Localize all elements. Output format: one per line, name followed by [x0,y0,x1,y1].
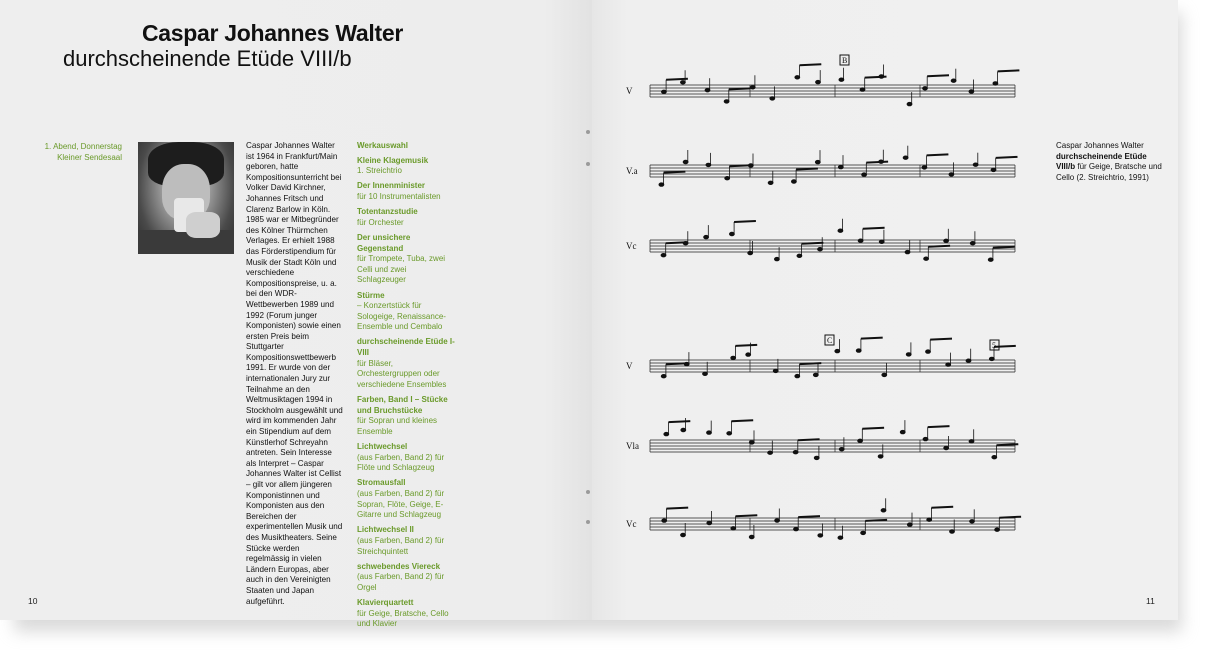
note-head [662,519,667,522]
note-beam [997,444,1019,445]
note-head [950,530,955,533]
works-heading: Werkauswahl [357,141,408,150]
work-item [357,291,457,333]
work-title: Stromausfall [357,478,406,488]
work-description: für Trompete, Tuba, zwei Celli und zwei Schlagzeuger [357,254,446,285]
instrument-label: Vla [626,441,639,451]
note-beam [798,439,820,440]
work-description: (aus Farben, Band 2) für Sopran, Flöte, Geige, E-Gitarre und Schlagzeug [357,488,445,520]
note-beam [729,88,751,89]
note-head [662,90,667,93]
note-head [818,534,823,537]
work-item [357,233,457,286]
work-item [357,207,457,228]
work-item [357,478,457,520]
note-head [878,455,883,458]
note-head [835,349,840,352]
page-number-right: 11 [1146,596,1155,606]
note-head [944,446,949,449]
note-head [661,375,666,378]
rehearsal-mark: 5 [992,341,996,350]
note-head [746,353,751,356]
work-item [357,156,457,177]
note-head [906,353,911,356]
note-beam [927,75,949,76]
note-head [922,166,927,169]
note-head [770,97,775,100]
caption-work: durchscheinende Etüde VIII/b [1056,151,1147,172]
note-head [992,456,997,459]
note-head [795,374,800,377]
note-beam [866,162,888,163]
note-head [814,456,819,459]
note-head [661,254,666,257]
note-head [969,90,974,93]
note-beam [930,339,952,340]
note-beam [664,172,686,173]
work-description: – Konzertstück für Sologeige, Renaissance-Ensemble und Cembalo [357,301,446,332]
work-title: Lichtwechsel [357,442,408,451]
note-head [818,248,823,251]
note-head [927,518,932,521]
work-item [357,562,457,594]
note-beam [998,70,1020,71]
note-head [923,87,928,90]
note-head [907,102,912,105]
note-head [905,250,910,253]
note-head [707,431,712,434]
note-head [681,428,686,431]
note-beam [736,515,758,516]
binding-hole [586,162,590,166]
work-description: für Geige, Bratsche, Cello und Klavier [357,608,449,629]
note-head [879,160,884,163]
note-head [664,432,669,435]
work-item [357,525,457,557]
work-item [357,598,457,630]
note-beam [802,243,824,244]
note-head [704,235,709,238]
note-head [797,254,802,257]
note-head [749,535,754,538]
note-beam [666,79,688,80]
note-head [903,156,908,159]
note-beam [666,508,688,509]
event-venue: Kleiner Sendesaal [57,152,122,162]
biography-text: Caspar Johannes Walter ist 1964 in Frankfurt/Main geboren, hatte Kompositionsunterricht bei Volker David Kirchner, Johannes Fritsch und Clarenz Barlow in Köln. 1985 war er Mitbegründer des Kölner Thürmchen Verlages. Er erhielt 1988 das Förderstipendium für Musik der Stadt Köln und verschiedene Kompositionspreise, u. a. bei den WDR-Wettbewerben 1989 und 1992 (Forum junger Komponisten) sowie einen ersten Preis beim Stuttgarter Kompositionswettbewerb 1991. Er wurde von der internationalen Jury zur Teilnahme an den Weltmusiktagen 1994 in Stockholm ausgewählt und wird im kommenden Jahr ein Stipendium auf dem Künstlerhof Schreyahn antreten. Sein Interesse als Interpret – Caspar Johannes Walter ist Cellist – gilt vor allem jüngeren Komponistinnen und Komponisten aus den Bereichen der experimentellen Musik und des Musiktheaters. Seine Stücke werden regelmässig in vielen Ländern Europas, aber auch in den Vereinigten Staaten und Japan aufgeführt. [246,141,343,606]
instrument-label: Vc [626,519,637,529]
note-beam [999,517,1021,518]
instrument-label: V [626,86,633,96]
page-number-left: 10 [28,596,38,606]
note-head [775,257,780,260]
work-description: für Sopran und kleines Ensemble [357,416,438,436]
note-head [879,240,884,243]
note-head [969,440,974,443]
note-head [684,362,689,365]
note-head [683,160,688,163]
caption-composer: Caspar Johannes Walter [1056,141,1144,150]
work-item [357,442,457,474]
instrument-label: V.a [626,166,638,176]
note-head [683,242,688,245]
note-head [795,76,800,79]
note-head [949,173,954,176]
note-head [816,80,821,83]
work-item [357,181,457,202]
note-head [926,350,931,353]
note-head [731,356,736,359]
note-head [900,430,905,433]
work-title: Totentanzstudie [357,207,418,217]
note-beam [798,516,820,517]
note-head [707,521,712,524]
note-head [773,369,778,372]
work-title: Der Innenminister [357,181,426,191]
note-beam [734,221,756,222]
note-beam [861,338,883,339]
event-date: 1. Abend, Donnerstag [44,142,122,151]
note-head [858,239,863,242]
note-beam [928,426,950,427]
note-head [730,232,735,235]
note-head [970,520,975,523]
note-head [879,75,884,78]
note-head [794,527,799,530]
note-head [856,349,861,352]
caption-rest: für Geige, Bratsche und Cello (2. Streichtrio, 1991) [1056,162,1162,182]
note-head [725,177,730,180]
note-head [838,536,843,539]
note-beam [796,169,818,170]
note-head [813,373,818,376]
note-beam [928,246,950,247]
work-description: für Bläser, Orchestergruppen oder verschiedene Ensembles [357,358,447,389]
binding-hole [586,490,590,494]
note-head [768,451,773,454]
note-head [907,523,912,526]
note-head [793,451,798,454]
work-title: Stürme [357,290,385,300]
note-beam [996,157,1018,158]
work-title: schwebendes Viereck [357,561,441,571]
note-beam [994,346,1016,347]
note-head [839,78,844,81]
binding-hole [586,130,590,134]
note-head [724,100,729,103]
note-head [973,163,978,166]
note-head [858,439,863,442]
note-beam [931,507,953,508]
rehearsal-mark: C [827,336,833,345]
note-beam [865,520,887,521]
work-title: durchscheinende Etüde I-VIII [357,337,455,358]
work-title: Lichtwechsel II [357,525,414,535]
note-head [681,533,686,536]
note-head [839,448,844,451]
works-list [357,141,457,634]
note-head [748,251,753,254]
note-head [966,359,971,362]
composer-photo [138,142,234,254]
work-description: für Orchester [357,217,404,227]
note-head [951,79,956,82]
note-head [944,239,949,242]
instrument-label: Vc [626,241,637,251]
work-item [357,395,457,437]
instrument-label: V [626,361,633,371]
note-beam [993,247,1015,248]
music-score [620,30,1030,575]
work-description: 1. Streichtrio [357,166,402,176]
note-head [775,519,780,522]
note-head [703,372,708,375]
note-head [768,181,773,184]
work-description: (aus Farben, Band 2) für Flöte und Schlagzeug [357,452,445,473]
work-description: für 10 Instrumentalisten [357,191,441,201]
note-head [881,509,886,512]
note-head [993,82,998,85]
biography [246,141,344,607]
note-head [705,89,710,92]
work-description: (aus Farben, Band 2) für Orgel [357,572,445,592]
note-head [731,527,736,530]
note-head [681,81,686,84]
note-head [946,363,951,366]
note-head [727,432,732,435]
note-head [838,229,843,232]
note-head [750,86,755,89]
note-head [748,164,753,167]
note-head [749,441,754,444]
note-head [860,88,865,91]
work-title: durchscheinende Etüde VIII/b [63,46,352,71]
work-title: Der unsichere Gegenstand [357,232,411,253]
note-beam [927,154,949,155]
note-head [862,173,867,176]
note-head [995,528,1000,531]
note-head [706,163,711,166]
note-head [838,165,843,168]
note-head [924,257,929,260]
note-head [792,180,797,183]
note-head [882,373,887,376]
rehearsal-mark: B [842,56,848,65]
work-title: Kleine Klagemusik [357,155,429,165]
note-beam [862,428,884,429]
event-info [2,142,122,163]
note-beam [800,64,822,65]
note-head [923,437,928,440]
note-head [989,357,994,360]
note-head [970,242,975,245]
note-beam [669,421,691,422]
note-head [815,160,820,163]
note-head [861,531,866,534]
composer-title: Caspar Johannes Walter [142,20,403,46]
binding-hole [586,520,590,524]
note-beam [731,420,753,421]
note-head [988,258,993,261]
work-description: (aus Farben, Band 2) für Streichquintett [357,535,445,556]
work-item [357,337,457,390]
left-page [0,0,592,629]
note-head [991,168,996,171]
score-caption [1056,141,1166,183]
note-beam [735,345,757,346]
note-beam [863,228,885,229]
note-head [659,183,664,186]
work-title: Farben, Band I – Stücke und Bruchstücke [357,395,448,415]
work-title: Klavierquartett [357,598,414,608]
